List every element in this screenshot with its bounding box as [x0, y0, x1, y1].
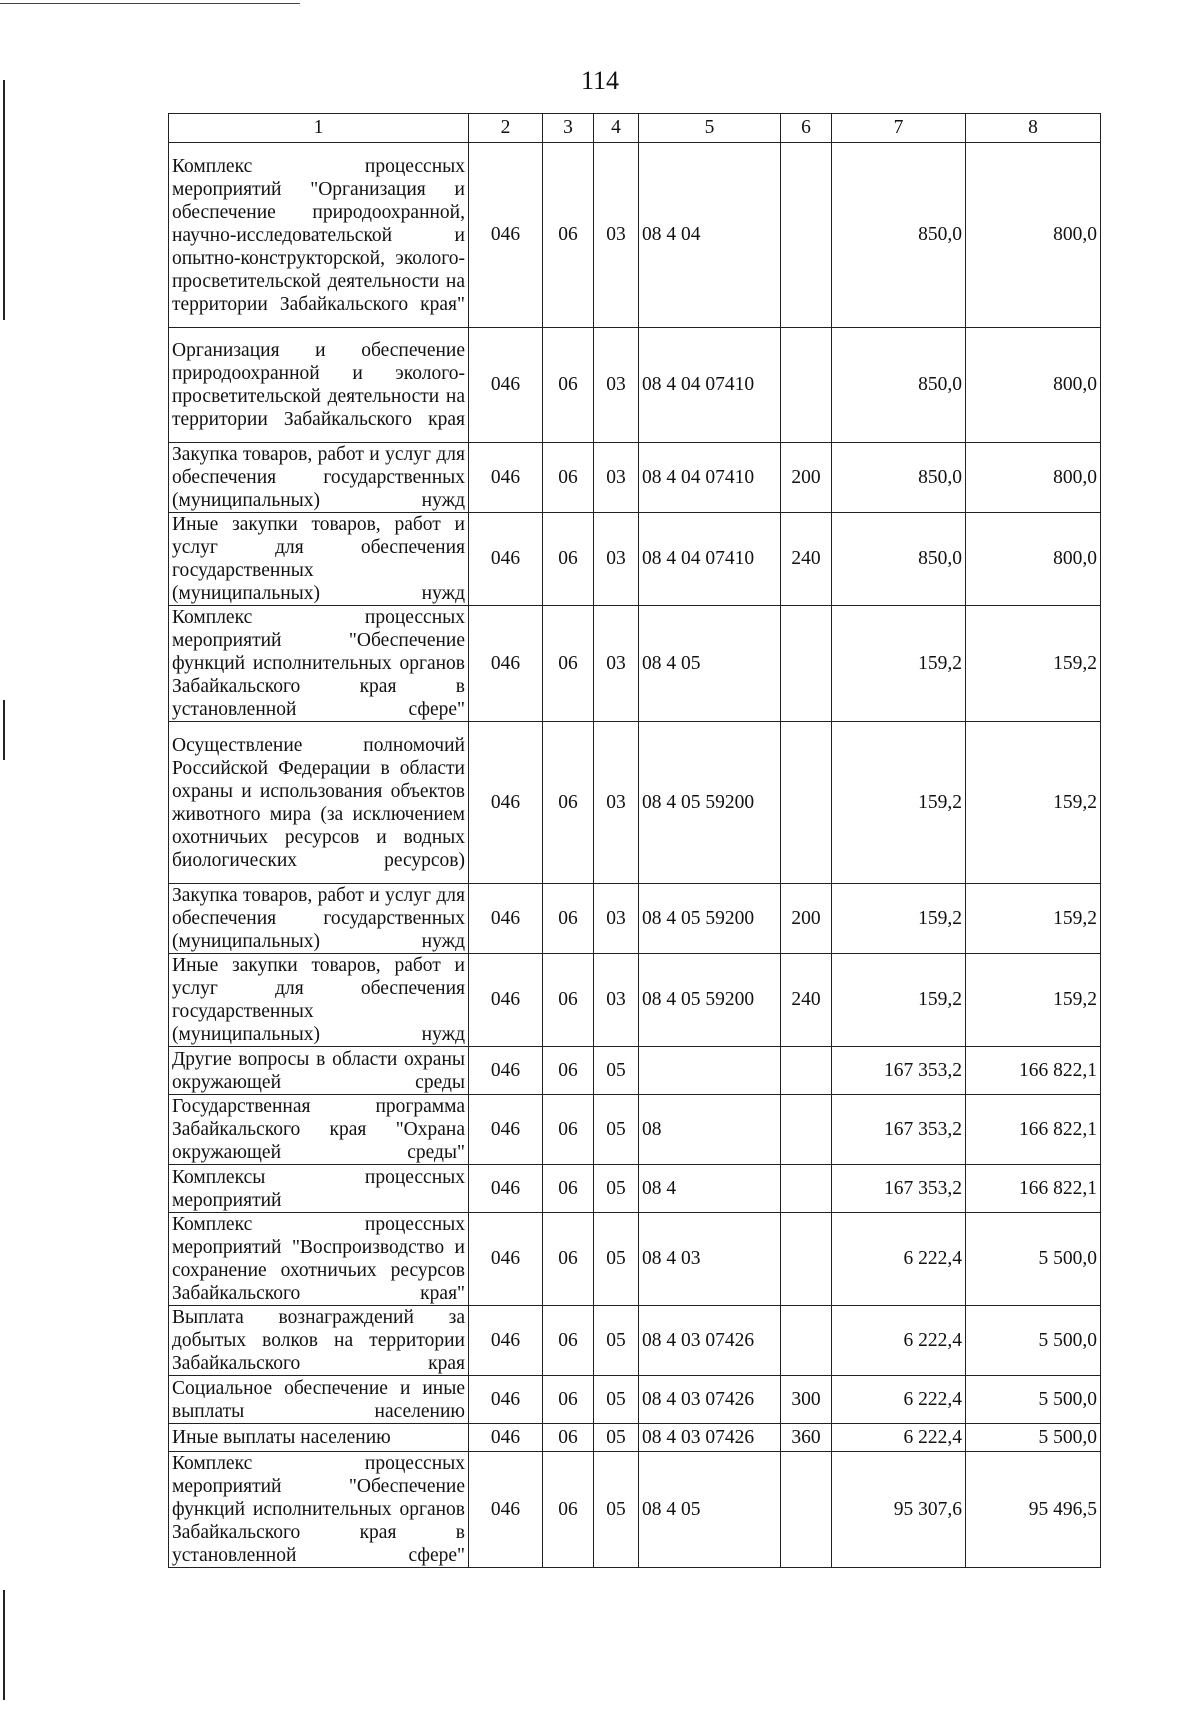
cell-section: 06 [543, 1424, 594, 1452]
cell-target-article: 08 4 05 59200 [639, 954, 781, 1047]
cell-target-article: 08 4 03 [639, 1213, 781, 1306]
cell-section: 06 [543, 722, 594, 884]
cell-amount-col7: 159,2 [832, 884, 966, 954]
cell-amount-col8: 166 822,1 [966, 1165, 1101, 1213]
cell-target-article: 08 4 05 59200 [639, 722, 781, 884]
cell-expense-type: 360 [781, 1424, 832, 1452]
cell-target-article: 08 4 04 [639, 143, 781, 328]
cell-admin-code: 046 [469, 443, 543, 513]
cell-section: 06 [543, 328, 594, 443]
cell-amount-col8: 95 496,5 [966, 1452, 1101, 1568]
cell-subsection: 05 [594, 1165, 639, 1213]
table-row [169, 143, 1101, 328]
cell-section: 06 [543, 606, 594, 722]
col-header-8: 8 [966, 114, 1101, 143]
cell-target-article [639, 1047, 781, 1095]
cell-amount-col8: 800,0 [966, 328, 1101, 443]
cell-amount-col8: 166 822,1 [966, 1095, 1101, 1165]
cell-expense-type [781, 1306, 832, 1376]
scan-artifact-line [0, 3, 300, 4]
table-row [169, 1047, 1101, 1095]
cell-subsection: 03 [594, 513, 639, 606]
cell-amount-col7: 159,2 [832, 606, 966, 722]
row-description: Осуществление полномочий Российской Федерации в области охраны и использования объектов животного мира (за исключением охотничьих ресурсов и водных биологических ресурсов) [169, 722, 469, 884]
cell-expense-type [781, 1095, 832, 1165]
cell-section: 06 [543, 1047, 594, 1095]
cell-target-article: 08 4 05 [639, 1452, 781, 1568]
row-description: Комплекс процессных мероприятий "Организация и обеспечение природоохранной, научно-исследовательской и опытно-конструкторской, эколого-просветительской деятельности на территории Забайкальского края" [169, 143, 469, 328]
cell-amount-col7: 6 222,4 [832, 1424, 966, 1452]
table-row [169, 722, 1101, 884]
cell-target-article: 08 4 04 07410 [639, 443, 781, 513]
col-header-6: 6 [781, 114, 832, 143]
cell-amount-col8: 166 822,1 [966, 1047, 1101, 1095]
row-description: Закупка товаров, работ и услуг для обеспечения государственных (муниципальных) нужд [169, 443, 469, 513]
cell-expense-type: 300 [781, 1376, 832, 1424]
cell-subsection: 05 [594, 1095, 639, 1165]
cell-target-article: 08 4 03 07426 [639, 1306, 781, 1376]
col-header-1: 1 [169, 114, 469, 143]
cell-subsection: 05 [594, 1424, 639, 1452]
cell-admin-code: 046 [469, 1213, 543, 1306]
cell-expense-type: 240 [781, 954, 832, 1047]
page-number: 114 [580, 66, 620, 95]
cell-amount-col8: 5 500,0 [966, 1306, 1101, 1376]
cell-target-article: 08 4 03 07426 [639, 1424, 781, 1452]
row-description: Комплекс процессных мероприятий "Обеспечение функций исполнительных органов Забайкальского края в установленной сфере" [169, 606, 469, 722]
cell-expense-type [781, 328, 832, 443]
cell-amount-col7: 850,0 [832, 328, 966, 443]
cell-admin-code: 046 [469, 1165, 543, 1213]
cell-expense-type [781, 1047, 832, 1095]
cell-amount-col7: 850,0 [832, 143, 966, 328]
cell-subsection: 05 [594, 1376, 639, 1424]
cell-section: 06 [543, 443, 594, 513]
cell-subsection: 03 [594, 954, 639, 1047]
cell-expense-type [781, 1213, 832, 1306]
row-description: Иные выплаты населению [169, 1424, 469, 1452]
cell-expense-type [781, 606, 832, 722]
table-row [169, 954, 1101, 1047]
col-header-2: 2 [469, 114, 543, 143]
cell-amount-col7: 167 353,2 [832, 1095, 966, 1165]
cell-amount-col7: 850,0 [832, 513, 966, 606]
cell-target-article: 08 4 04 07410 [639, 513, 781, 606]
table-row [169, 1376, 1101, 1424]
cell-admin-code: 046 [469, 513, 543, 606]
cell-amount-col8: 159,2 [966, 954, 1101, 1047]
cell-amount-col8: 800,0 [966, 513, 1101, 606]
cell-expense-type: 200 [781, 884, 832, 954]
col-header-7: 7 [832, 114, 966, 143]
cell-subsection: 05 [594, 1452, 639, 1568]
cell-amount-col7: 159,2 [832, 954, 966, 1047]
cell-section: 06 [543, 1376, 594, 1424]
cell-target-article: 08 4 05 [639, 606, 781, 722]
table-row [169, 606, 1101, 722]
cell-target-article: 08 [639, 1095, 781, 1165]
cell-amount-col8: 800,0 [966, 443, 1101, 513]
cell-expense-type: 240 [781, 513, 832, 606]
table-row [169, 1165, 1101, 1213]
row-description: Другие вопросы в области охраны окружающей среды [169, 1047, 469, 1095]
table-row [169, 1213, 1101, 1306]
cell-subsection: 03 [594, 722, 639, 884]
table-row [169, 1452, 1101, 1568]
col-header-3: 3 [543, 114, 594, 143]
cell-target-article: 08 4 [639, 1165, 781, 1213]
cell-section: 06 [543, 1452, 594, 1568]
col-header-4: 4 [594, 114, 639, 143]
cell-admin-code: 046 [469, 606, 543, 722]
cell-subsection: 03 [594, 443, 639, 513]
cell-amount-col7: 850,0 [832, 443, 966, 513]
cell-section: 06 [543, 884, 594, 954]
table-row [169, 884, 1101, 954]
cell-amount-col7: 6 222,4 [832, 1306, 966, 1376]
row-description: Организация и обеспечение природоохранной и эколого-просветительской деятельности на территории Забайкальского края [169, 328, 469, 443]
cell-amount-col8: 800,0 [966, 143, 1101, 328]
budget-table [168, 113, 1101, 1568]
cell-amount-col7: 167 353,2 [832, 1047, 966, 1095]
table-row [169, 513, 1101, 606]
col-header-5: 5 [639, 114, 781, 143]
cell-target-article: 08 4 03 07426 [639, 1376, 781, 1424]
cell-admin-code: 046 [469, 1306, 543, 1376]
table-header-row [169, 114, 1101, 143]
scan-artifact-edge [3, 700, 5, 760]
cell-admin-code: 046 [469, 722, 543, 884]
cell-subsection: 05 [594, 1047, 639, 1095]
row-description: Государственная программа Забайкальского края "Охрана окружающей среды" [169, 1095, 469, 1165]
cell-subsection: 05 [594, 1306, 639, 1376]
cell-section: 06 [543, 1095, 594, 1165]
cell-subsection: 03 [594, 606, 639, 722]
cell-amount-col7: 95 307,6 [832, 1452, 966, 1568]
row-description: Комплекс процессных мероприятий "Воспроизводство и сохранение охотничьих ресурсов Забайкальского края" [169, 1213, 469, 1306]
cell-expense-type [781, 1165, 832, 1213]
cell-subsection: 05 [594, 1213, 639, 1306]
cell-amount-col7: 6 222,4 [832, 1213, 966, 1306]
row-description: Иные закупки товаров, работ и услуг для обеспечения государственных (муниципальных) нужд [169, 954, 469, 1047]
cell-section: 06 [543, 1213, 594, 1306]
table-row [169, 1306, 1101, 1376]
cell-expense-type [781, 722, 832, 884]
cell-section: 06 [543, 1165, 594, 1213]
cell-section: 06 [543, 143, 594, 328]
cell-amount-col8: 5 500,0 [966, 1213, 1101, 1306]
cell-section: 06 [543, 954, 594, 1047]
scan-artifact-edge [3, 1590, 5, 1700]
table-row [169, 328, 1101, 443]
cell-amount-col8: 5 500,0 [966, 1376, 1101, 1424]
cell-amount-col8: 159,2 [966, 606, 1101, 722]
cell-expense-type: 200 [781, 443, 832, 513]
cell-admin-code: 046 [469, 1452, 543, 1568]
cell-admin-code: 046 [469, 954, 543, 1047]
cell-expense-type [781, 143, 832, 328]
row-description: Иные закупки товаров, работ и услуг для обеспечения государственных (муниципальных) нужд [169, 513, 469, 606]
cell-amount-col7: 159,2 [832, 722, 966, 884]
cell-admin-code: 046 [469, 884, 543, 954]
cell-expense-type [781, 1452, 832, 1568]
cell-amount-col8: 159,2 [966, 884, 1101, 954]
row-description: Комплексы процессных мероприятий [169, 1165, 469, 1213]
cell-admin-code: 046 [469, 1095, 543, 1165]
cell-amount-col7: 6 222,4 [832, 1376, 966, 1424]
cell-admin-code: 046 [469, 1047, 543, 1095]
cell-section: 06 [543, 1306, 594, 1376]
table-row [169, 1424, 1101, 1452]
table-row [169, 1095, 1101, 1165]
row-description: Закупка товаров, работ и услуг для обеспечения государственных (муниципальных) нужд [169, 884, 469, 954]
cell-target-article: 08 4 04 07410 [639, 328, 781, 443]
row-description: Выплата вознаграждений за добытых волков на территории Забайкальского края [169, 1306, 469, 1376]
cell-amount-col8: 159,2 [966, 722, 1101, 884]
cell-amount-col7: 167 353,2 [832, 1165, 966, 1213]
scan-artifact-edge [3, 80, 5, 320]
table-row [169, 443, 1101, 513]
cell-subsection: 03 [594, 884, 639, 954]
cell-target-article: 08 4 05 59200 [639, 884, 781, 954]
cell-section: 06 [543, 513, 594, 606]
row-description: Социальное обеспечение и иные выплаты населению [169, 1376, 469, 1424]
row-description: Комплекс процессных мероприятий "Обеспечение функций исполнительных органов Забайкальского края в установленной сфере" [169, 1452, 469, 1568]
cell-admin-code: 046 [469, 1376, 543, 1424]
cell-subsection: 03 [594, 328, 639, 443]
cell-subsection: 03 [594, 143, 639, 328]
cell-admin-code: 046 [469, 1424, 543, 1452]
cell-admin-code: 046 [469, 328, 543, 443]
cell-amount-col8: 5 500,0 [966, 1424, 1101, 1452]
cell-admin-code: 046 [469, 143, 543, 328]
